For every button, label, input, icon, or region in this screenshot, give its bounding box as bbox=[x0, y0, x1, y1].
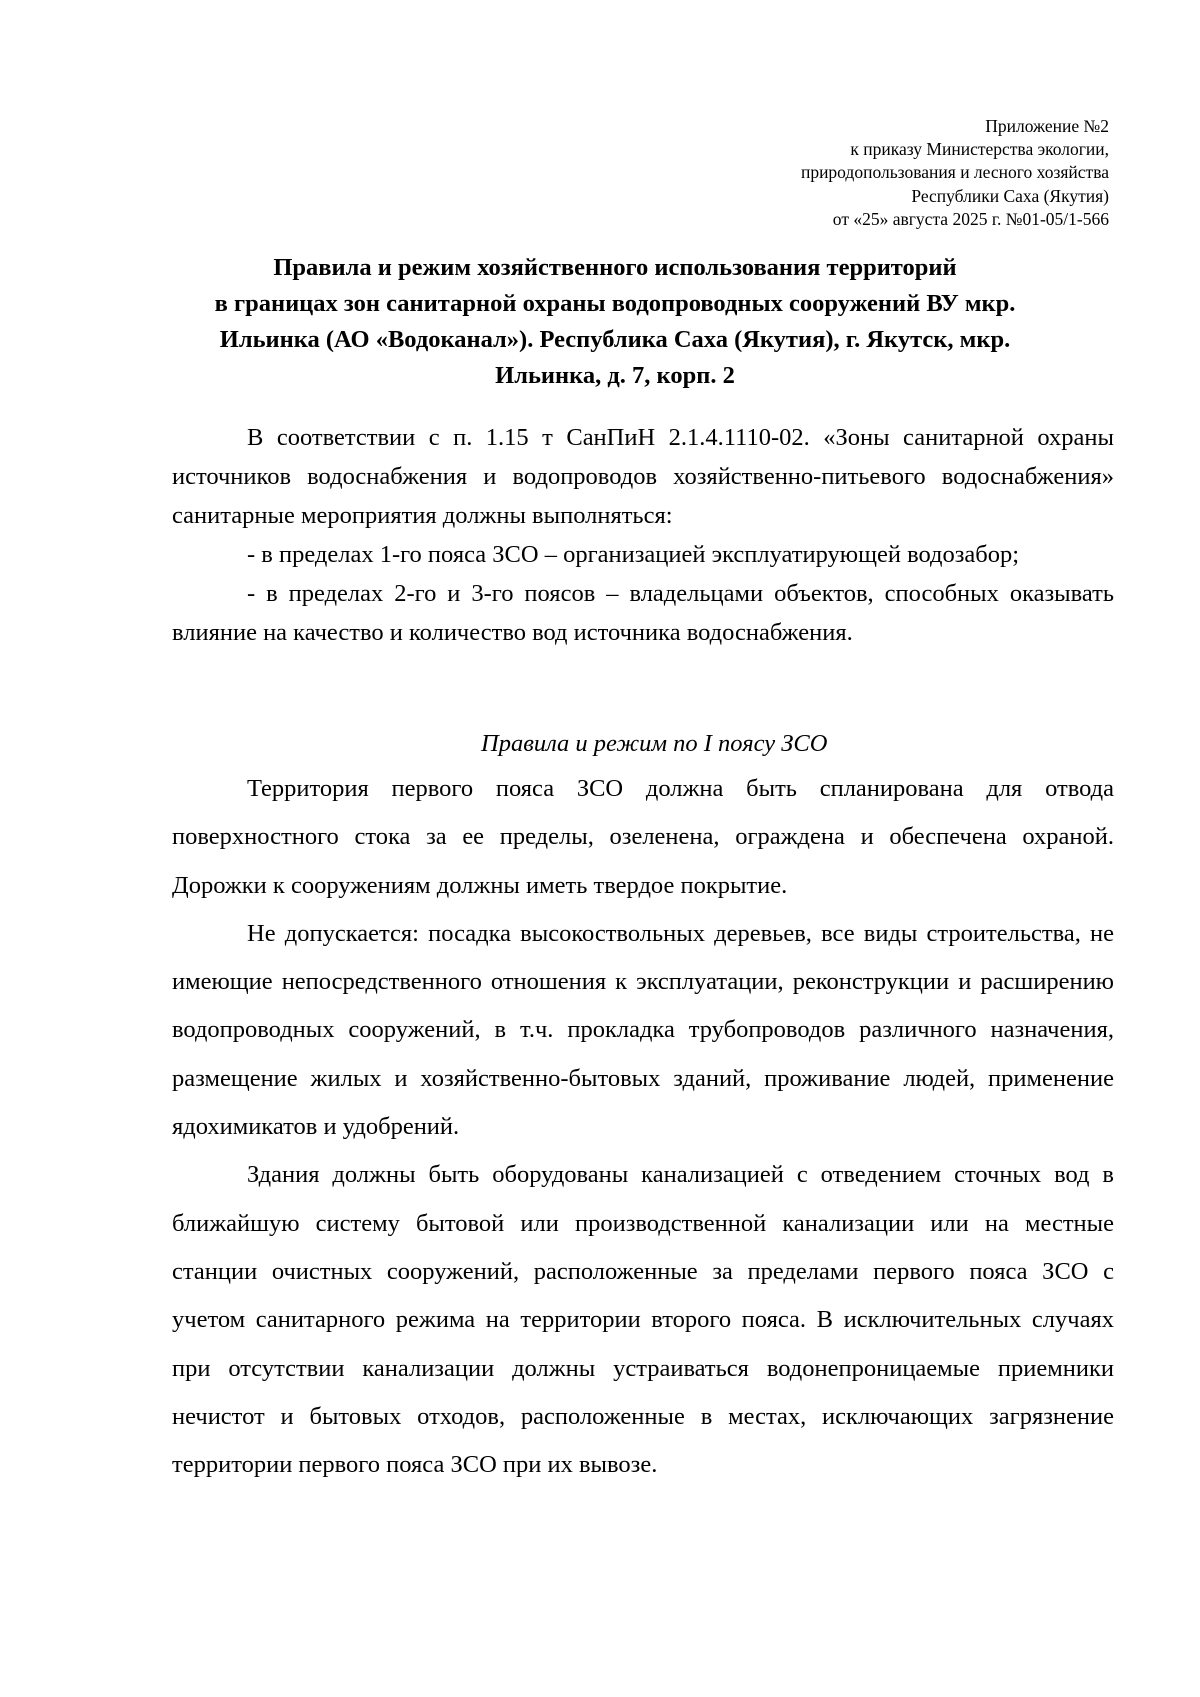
section-heading: Правила и режим по I поясу ЗСО bbox=[481, 730, 828, 757]
appendix-block bbox=[589, 115, 1109, 231]
intro-bullet: - в пределах 1-го пояса ЗСО – организацией эксплуатирующей водозабор; bbox=[247, 541, 1020, 568]
section-paragraph: Здания должны быть оборудованы канализацией с отведением сточных вод в ближайшую систему бытовой или производственной канализации или на местные станции очистных сооружений, расположенные за пределами первого пояса ЗСО с учетом санитарного режима на территории второго пояса. В исключительных случаях при отсутствии канализации должны устраиваться водонепроницаемые приемники нечистот и бытовых отходов, расположенные в местах, исключающих загрязнение территории первого пояса ЗСО при их вывозе. bbox=[172, 1161, 1114, 1479]
title-line: Правила и режим хозяйственного использования территорий bbox=[273, 254, 957, 281]
appendix-line: Республики Саха (Якутия) bbox=[911, 185, 1109, 206]
intro-paragraph: В соответствии с п. 1.15 т СанПиН 2.1.4.1110-02. «Зоны санитарной охраны источников водоснабжения и водопроводов хозяйственно-питьевого водоснабжения» санитарные мероприятия должны выполняться: bbox=[172, 424, 1114, 529]
intro-bullet: - в пределах 2-го и 3-го поясов – владельцами объектов, способных оказывать влияние на качество и количество вод источника водоснабжения. bbox=[172, 580, 1114, 646]
appendix-line: от «25» августа 2025 г. №01-05/1-566 bbox=[832, 208, 1109, 229]
appendix-line: Приложение №2 bbox=[985, 116, 1109, 136]
appendix-line: природопользования и лесного хозяйства bbox=[800, 162, 1109, 183]
title-line: Ильинка, д. 7, корп. 2 bbox=[495, 362, 735, 389]
section-paragraph: Территория первого пояса ЗСО должна быть спланирована для отвода поверхностного стока за ее пределы, озеленена, ограждена и обеспечена охраной. Дорожки к сооружениям должны иметь твердое покрытие. bbox=[172, 775, 1114, 899]
title-line: в границах зон санитарной охраны водопроводных сооружений ВУ мкр. bbox=[214, 290, 1016, 317]
title-line: Ильинка (АО «Водоканал»). Республика Саха (Якутия), г. Якутск, мкр. bbox=[219, 326, 1011, 353]
intro-block bbox=[172, 418, 1114, 652]
appendix-line: к приказу Министерства экологии, bbox=[850, 139, 1109, 160]
section-body bbox=[172, 765, 1114, 1489]
section-paragraph: Не допускается: посадка высокоствольных деревьев, все виды строительства, не имеющие непосредственного отношения к эксплуатации, реконструкции и расширению водопроводных сооружений, в т.ч. прокладка трубопроводов различного назначения, размещение жилых и хозяйственно-бытовых зданий, проживание людей, применение ядохимикатов и удобрений. bbox=[172, 919, 1114, 1141]
document-title bbox=[150, 250, 1080, 394]
